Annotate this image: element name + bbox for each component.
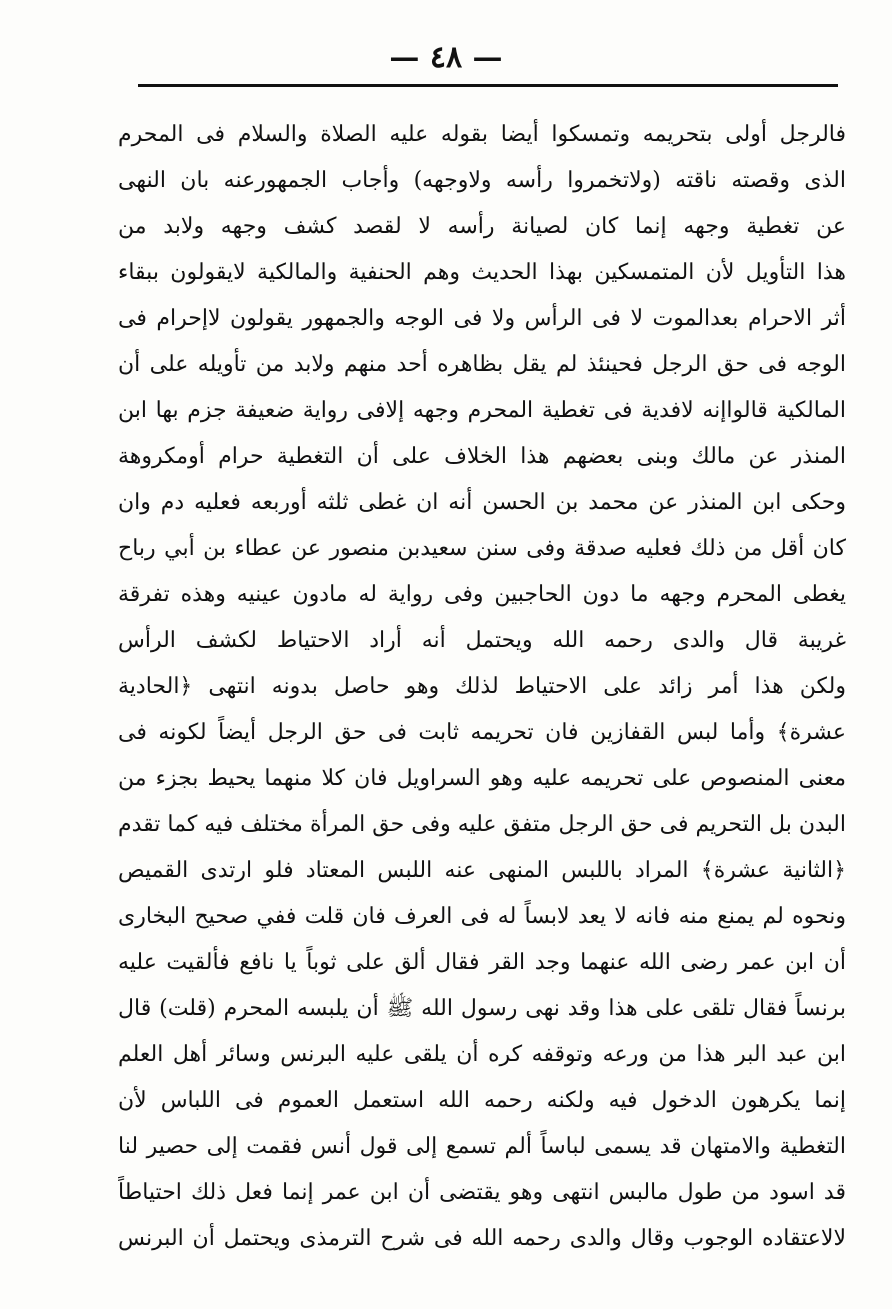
text-line: ونحوه لم يمنع منه فانه لا يعد لابساً له فى العرف فان قلت ففي صحيح البخارى: [118, 904, 846, 929]
text-line: المنذر عن مالك وبنى بعضهم هذا الخلاف على أن التغطية حرام أومكروهة: [118, 444, 846, 469]
text-line: قد اسود من طول مالبس انتهى وهو يقتضى أن ابن عمر إنما فعل ذلك احتياطاً: [118, 1180, 846, 1205]
text-line: ابن عبد البر هذا من ورعه وتوقفه كره أن يلقى عليه البرنس وسائر أهل العلم: [118, 1042, 846, 1067]
text-line: البدن بل التحريم فى حق الرجل متفق عليه وفى حق المرأة مختلف فيه كما تقدم: [118, 812, 846, 837]
text-line: الوجه فى حق الرجل فحينئذ لم يقل بظاهره أحد منهم ولابد من تأويله على أن: [118, 352, 846, 377]
text-line: أثر الاحرام بعدالموت لا فى الرأس ولا فى الوجه والجمهور يقولون لاإحرام فى: [118, 306, 846, 331]
text-line: عشرة﴾ وأما لبس القفازين فان تحريمه ثابت فى حق الرجل أيضاً لكونه فى: [118, 720, 846, 745]
page-number: — ٤٨ —: [389, 40, 503, 75]
text-line: غريبة قال والدى رحمه الله ويحتمل أنه أراد الاحتياط لكشف الرأس: [118, 628, 846, 653]
text-line: لالاعتقاده الوجوب وقال والدى رحمه الله فى شرح الترمذى ويحتمل أن البرنس: [118, 1226, 846, 1251]
text-line: الذى وقصته ناقته (ولاتخمروا رأسه ولاوجهه) وأجاب الجمهورعنه بان النهى: [118, 168, 846, 193]
text-line: المالكية قالواإنه لافدية فى تغطية المحرم وجهه إلافى رواية ضعيفة جزم بها ابن: [118, 398, 846, 423]
text-line: يغطى المحرم وجهه ما دون الحاجبين وفى رواية له مادون عينيه وهذه تفرقة: [118, 582, 846, 607]
text-line: هذا التأويل لأن المتمسكين بهذا الحديث وهم الحنفية والمالكية لايقولون ببقاء: [118, 260, 846, 285]
body-text: [118, 112, 846, 1262]
text-line: ﴿الثانية عشرة﴾ المراد باللبس المنهى عنه اللبس المعتاد فلو ارتدى القميص: [118, 858, 846, 883]
text-line: فالرجل أولى بتحريمه وتمسكوا أيضا بقوله عليه الصلاة والسلام فى المحرم: [118, 122, 846, 147]
page-header: [0, 38, 892, 88]
text-line: أن ابن عمر رضى الله عنهما وجد القر فقال ألق على ثوباً يا نافع فألقيت عليه: [118, 950, 846, 975]
text-line: التغطية والامتهان قد يسمى لباساً ألم تسمع إلى قول أنس فقمت إلى حصير لنا: [118, 1134, 846, 1159]
text-line: برنساً فقال تلقى على هذا وقد نهى رسول الله ﷺ أن يلبسه المحرم (قلت) قال: [118, 996, 846, 1021]
text-line: عن تغطية وجهه إنما كان لصيانة رأسه لا لقصد كشف وجهه ولابد من: [118, 214, 846, 239]
text-line: إنما يكرهون الدخول فيه ولكنه رحمه الله استعمل العموم فى اللباس لأن: [118, 1088, 846, 1113]
header-rule: [138, 84, 838, 87]
text-line: كان أقل من ذلك فعليه صدقة وفى سنن سعيدبن منصور عن عطاء بن أبي رباح: [118, 536, 846, 561]
text-line: معنى المنصوص على تحريمه عليه وهو السراويل فان كلا منهما يحيط بجزء من: [118, 766, 846, 791]
text-line: ولكن هذا أمر زائد على الاحتياط لذلك وهو حاصل بدونه انتهى ﴿الحادية: [118, 674, 846, 699]
text-line: وحكى ابن المنذر عن محمد بن الحسن أنه ان غطى ثلثه أوربعه فعليه دم وان: [118, 490, 846, 515]
